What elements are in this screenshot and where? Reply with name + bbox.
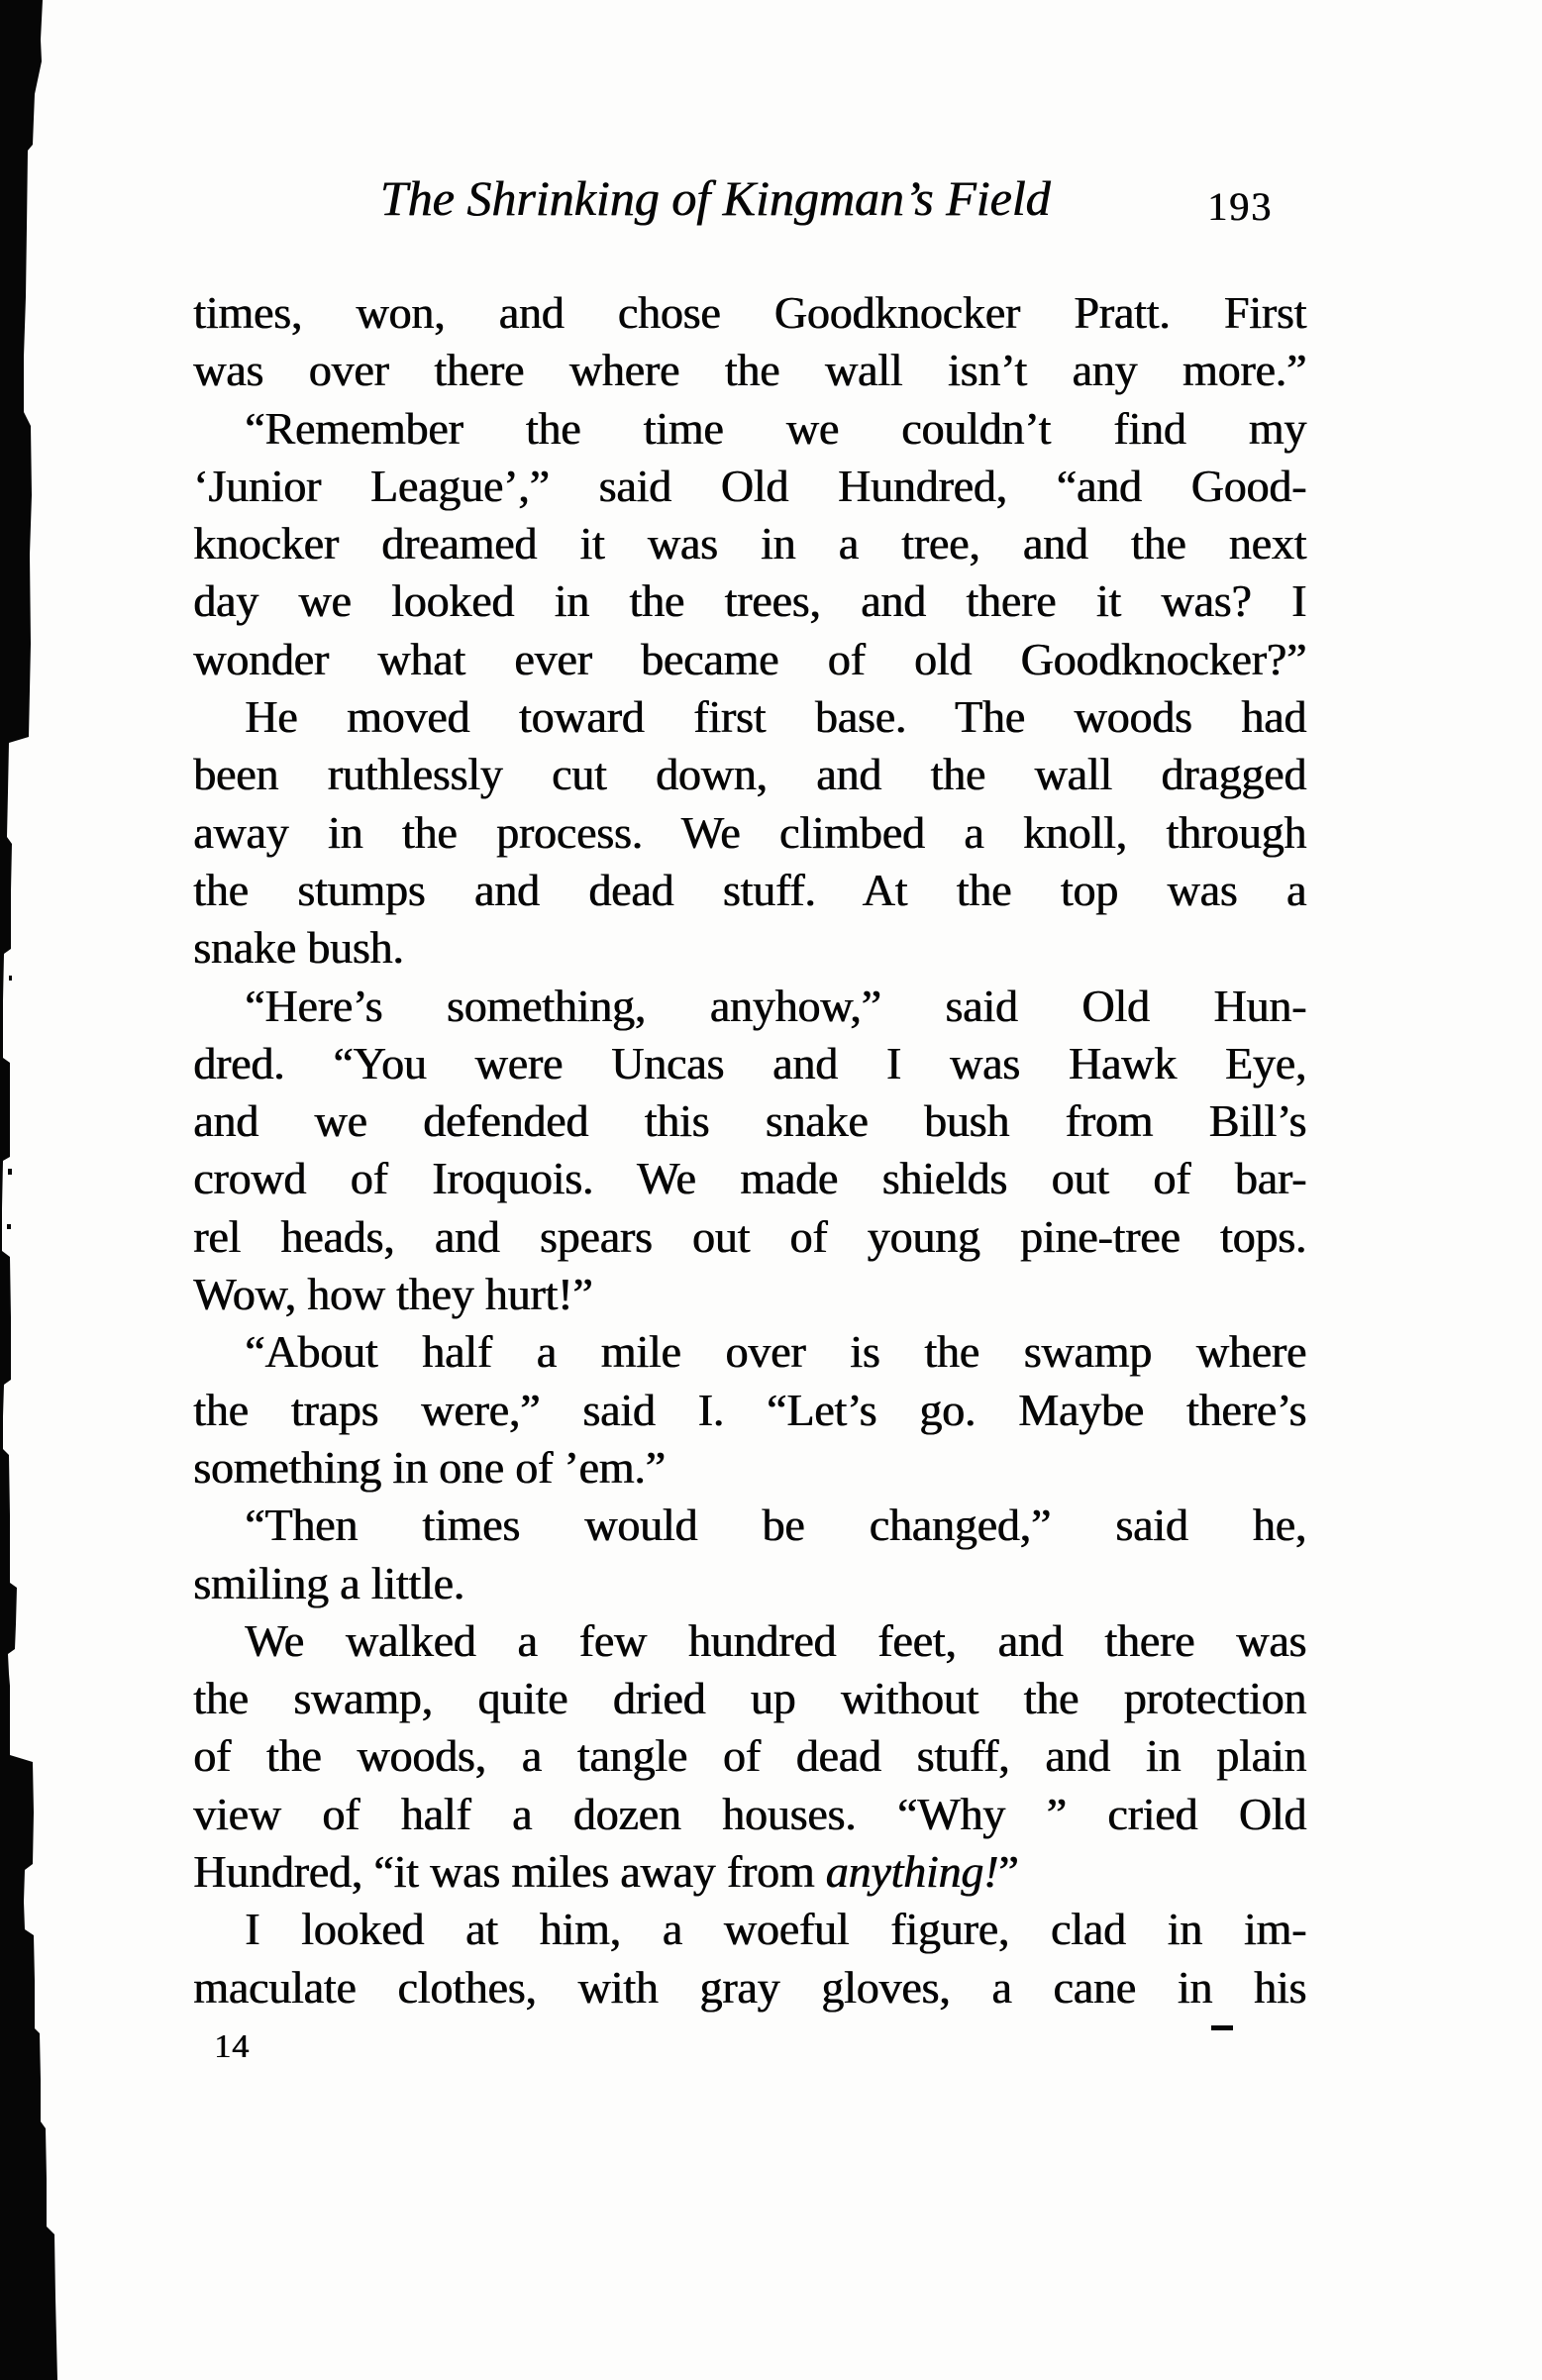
text-line: day we looked in the trees, and there it was? I [193,575,1306,627]
text-line: view of half a dozen houses. “Why ” cried Old [193,1788,1306,1839]
scan-artifact-dash [1211,2025,1233,2030]
page-number: 193 [1207,184,1273,229]
text-line: “About half a mile over is the swamp where [245,1326,1306,1378]
text-line: away in the process. We climbed a knoll, through [193,806,1306,858]
text-line: was over there where the wall isn’t any more.” [193,345,1306,396]
text-line: maculate clothes, with gray gloves, a cane in his [193,1961,1306,2013]
running-title: The Shrinking of Kingman’s Field [379,170,1051,226]
text-line: Wow, how they hurt!” [193,1269,593,1320]
text-line: I looked at him, a woeful figure, clad in im- [245,1904,1306,1955]
text-line: He moved toward first base. The woods had [245,691,1306,743]
text-line: We walked a few hundred feet, and there was [245,1614,1306,1666]
text-line: Hundred, “it was miles away from anything!” [193,1846,1019,1898]
text-line: been ruthlessly cut down, and the wall dragged [193,749,1306,800]
text-line: wonder what ever became of old Goodknocker?” [193,633,1306,684]
text-line: the traps were,” said I. “Let’s go. Maybe there’s [193,1384,1306,1435]
text-line: knocker dreamed it was in a tree, and the next [193,518,1306,569]
text-line: and we defended this snake bush from Bill’s [193,1095,1306,1147]
text-line: “Remember the time we couldn’t find my [245,402,1306,454]
text-line: snake bush. [193,922,404,974]
text-line: dred. “You were Uncas and I was Hawk Eye, [193,1037,1306,1088]
body-text [193,284,1306,2017]
page-header [193,166,1306,230]
text-line: “Here’s something, anyhow,” said Old Hun- [245,980,1306,1031]
scan-artifact-left-edge [0,0,69,2380]
signature-mark: 14 [214,2028,250,2065]
text-line: smiling a little. [193,1557,464,1608]
text-line: crowd of Iroquois. We made shields out of bar- [193,1153,1306,1204]
text-line: something in one of ’em.” [193,1441,666,1493]
text-line: the swamp, quite dried up without the protection [193,1673,1306,1724]
text-line: “Then times would be changed,” said he, [245,1500,1306,1551]
text-line: of the woods, a tangle of dead stuff, and in plain [193,1730,1306,1782]
text-line: rel heads, and spears out of young pine-tree tops. [193,1210,1306,1262]
text-line: times, won, and chose Goodknocker Pratt. First [193,287,1306,338]
text-line: the stumps and dead stuff. At the top was a [193,864,1306,915]
text-line: ‘Junior League’,” said Old Hundred, “and Good- [193,460,1306,511]
